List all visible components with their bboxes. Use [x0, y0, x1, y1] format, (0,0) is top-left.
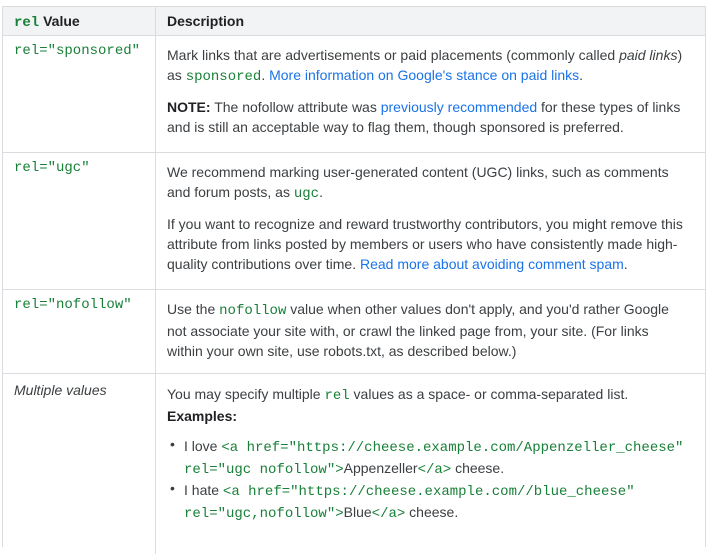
description-paragraph: You may specify multiple rel values as a space- or comma-separated list. Examples:	[167, 386, 629, 424]
description-paragraph: If you want to recognize and reward trustworthy contributors, you might remove this attribute from links posted by members or users who have consistently made high-quality contributions over time. Read more about avoiding comment spam.	[167, 216, 683, 272]
list-item: I love <a href="https://cheese.example.com/Appenzeller_cheese" rel="ugc nofollow">Appenzeller</a> cheese.	[184, 438, 684, 478]
description-paragraph: Mark links that are advertisements or paid placements (commonly called paid links) as sponsored. More information on Google's stance on paid links.	[167, 47, 683, 85]
bullet-marker: •	[170, 436, 175, 452]
rel-value: Multiple values	[14, 382, 107, 398]
rel-value: rel="nofollow"	[14, 297, 132, 313]
table-row	[3, 153, 705, 290]
description-paragraph: Use the nofollow value when other values don't apply, and you'd rather Google not associate your site with, or crawl the linked page from, your site. (For links within your own site, use robots.txt, as described below.)	[167, 301, 669, 359]
table-row	[3, 36, 705, 153]
header-cell-value	[3, 7, 156, 35]
description-paragraph: We recommend marking user-generated content (UGC) links, such as comments and forum posts, as ugc.	[167, 164, 669, 202]
header-cell-description	[156, 7, 705, 35]
previously-recommended-link[interactable]: previously recommended	[380, 99, 538, 115]
table-header	[3, 7, 705, 36]
rel-value: rel="sponsored"	[14, 43, 141, 59]
note-paragraph: NOTE: The nofollow attribute was previously recommended for these types of links and is still an acceptable way to flag them, though sponsored is preferred.	[167, 99, 681, 135]
list-item: I hate <a href="https://cheese.example.com//blue_cheese" rel="ugc,nofollow">Blue</a> cheese.	[184, 482, 635, 522]
header-value-label: rel Value	[14, 13, 80, 31]
comment-spam-link[interactable]: Read more about avoiding comment spam	[359, 256, 624, 272]
examples-label: Examples:	[167, 408, 238, 424]
table-row	[3, 290, 705, 374]
rel-values-table	[2, 6, 706, 547]
bullet-marker: •	[170, 480, 175, 496]
header-description-label: Description	[167, 13, 245, 29]
paid-links-link[interactable]: More information on Google's stance on paid links	[269, 67, 580, 83]
table-row	[3, 374, 705, 554]
rel-value: rel="ugc"	[14, 160, 90, 176]
